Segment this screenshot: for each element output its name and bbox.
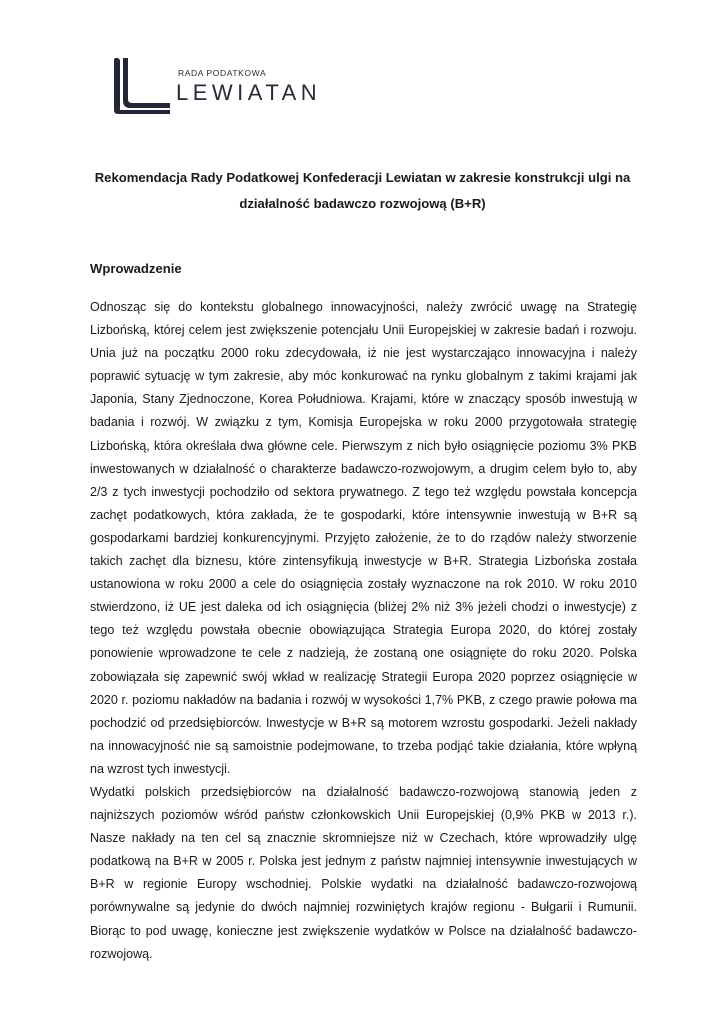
document-body [90,296,637,966]
lewiatan-logo [112,56,332,116]
logo-subtitle: RADA PODATKOWA [178,68,267,78]
paragraph: Odnosząc się do kontekstu globalnego innowacyjności, należy zwrócić uwagę na Strategię Lizbońską, której celem jest zwiększenie potencjału Unii Europejskiej w zakresie badań i rozwoju. Unia już na początku 2000 roku zdecydowała, iż nie jest wystarczająco innowacyjna i należy poprawić sytuację w tym zakresie, aby móc konkurować na rynku globalnym z takimi krajami jak Japonia, Stany Zjednoczone, Korea Południowa. Krajami, które w znaczący sposób inwestują w badania i rozwój. W związku z tym, Komisja Europejska w roku 2000 przygotowała strategię Lizbońską, która określała dwa główne cele. Pierwszym z nich było osiągnięcie poziomu 3% PKB inwestowanych w działalność o charakterze badawczo-rozwojowym, a drugim celem było to, aby 2/3 z tych inwestycji pochodziło od sektora prywatnego. Z tego też względu powstała koncepcja zachęt podatkowych, która zakłada, że te gospodarki, które intensywnie inwestują w B+R są gospodarkami bardziej konkurencyjnymi. Przyjęto założenie, że to do rządów należy stworzenie takich zachęt dla biznesu, które zintensyfikują inwestycje w B+R. Strategia Lizbońska została ustanowiona w roku 2000 a cele do osiągnięcia zostały wyznaczone na rok 2010. W roku 2010 stwierdzono, iż UE jest daleka od ich osiągnięcia (bliżej 2% niż 3% jeżeli chodzi o inwestycje) z tego też względu powstała obecnie obowiązująca Strategia Europa 2020, do której zostały ponowienie wprowadzone te cele z nadzieją, że zostaną one osiągnięte do roku 2020. Polska zobowiązała się zapewnić swój wkład w realizację Strategii Europa 2020 poprzez osiągnięcie w 2020 r. poziomu nakładów na badania i rozwój w wysokości 1,7% PKB, z czego prawie połowa ma pochodzić od przedsiębiorców. Inwestycje w B+R są motorem wzrostu gospodarki. Jeżeli nakłady na innowacyjność nie są samoistnie podejmowane, to trzeba podjąć takie działania, które wpłyną na wzrost tych inwestycji. [90,300,637,776]
paragraph: Wydatki polskich przedsiębiorców na działalność badawczo-rozwojową stanowią jeden z najniższych poziomów wśród państw członkowskich Unii Europejskiej (0,9% PKB w 2013 r.). Nasze nakłady na ten cel są znacznie skromniejsze niż w Czechach, które wprowadziły ulgę podatkową na B+R w 2005 r. Polska jest jednym z państw najmniej intensywnie inwestujących w B+R w regionie Europy wschodniej. Polskie wydatki na działalność badawczo-rozwojową porównywalne są jedynie do dwóch najmniej rozwiniętych krajów regionu - Bułgarii i Rumunii. Biorąc to pod uwagę, konieczne jest zwiększenie wydatków w Polsce na działalność badawczo-rozwojową. [90,784,637,961]
logo-title: LEWIATAN [176,80,322,105]
section-heading: Wprowadzenie [90,261,182,276]
document-title: Rekomendacja Rady Podatkowej Konfederacji Lewiatan w zakresie konstrukcji ulgi na działalność badawczo rozwojową (B+R) [94,170,631,211]
lewiatan-logo-mark-icon [112,56,172,116]
